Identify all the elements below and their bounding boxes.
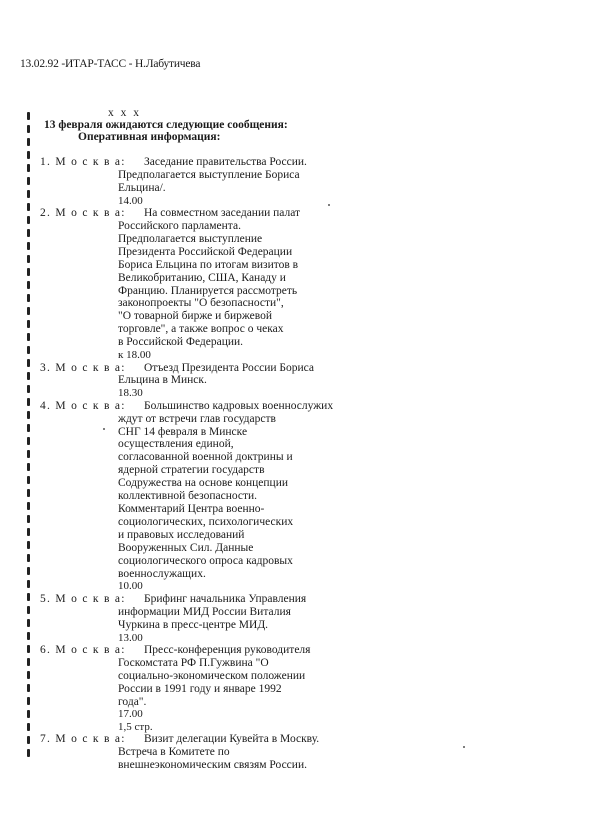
- entry-text-line: торговле", а также вопрос о чеках: [118, 323, 284, 336]
- margin-tick: [27, 710, 30, 718]
- entry-text-line: Предполагается выступление Бориса: [118, 168, 300, 181]
- entry-body: [118, 644, 378, 733]
- entry-text-line: Брифинг начальника Управления: [144, 592, 307, 605]
- entry-text-line: Францию. Планируется рассмотреть: [118, 284, 298, 297]
- entry-text-line: Отъезд Президента России Бориса: [144, 361, 314, 374]
- margin-tick: [27, 541, 30, 549]
- entry-text-line: На совместном заседании палат: [144, 207, 301, 220]
- margin-tick: [27, 463, 30, 471]
- list-item: [40, 593, 580, 644]
- margin-tick: [27, 749, 30, 757]
- entry-text-line: Президента Российской Федерации: [118, 245, 293, 258]
- entry-location-label: 5. М о с к в а:: [40, 592, 126, 605]
- margin-tick: [27, 632, 30, 640]
- entry-text-line: Большинство кадровых военнослужих: [144, 399, 334, 412]
- entry-time: 17.00: [118, 708, 143, 721]
- margin-tick: [27, 307, 30, 315]
- entry-text-line: согласованной военной доктрины и: [118, 451, 293, 464]
- entry-time: 10.00: [118, 580, 143, 593]
- margin-tick: [27, 502, 30, 510]
- margin-tick: [27, 424, 30, 432]
- entry-text-line: законопроекты "О безопасности",: [118, 297, 284, 310]
- entry-text-line: "О товарной бирже и биржевой: [118, 310, 273, 323]
- margin-tick: [27, 671, 30, 679]
- dateline: 13.02.92 -ИТАР-ТАСС - Н.Лабутичева: [20, 58, 201, 70]
- entry-body: [118, 362, 378, 400]
- entry-text-line: в Российской Федерации.: [118, 336, 244, 349]
- scan-speck: [103, 428, 105, 430]
- margin-tick: [27, 450, 30, 458]
- margin-tick: [27, 242, 30, 250]
- entry-text-line: Вооруженных Сил. Данные: [118, 541, 254, 554]
- margin-tick: [27, 476, 30, 484]
- margin-tick: [27, 229, 30, 237]
- entry-text-line: Госкомстата РФ П.Гужвина "О: [118, 656, 269, 669]
- entry-text-line: Визит делегации Кувейта в Москву.: [144, 733, 320, 746]
- margin-tick: [27, 489, 30, 497]
- entry-text-line: осуществления единой,: [118, 438, 234, 451]
- entry-text-line: внешнеэкономическим связям России.: [118, 759, 307, 772]
- entry-text-line: России в 1991 году и январе 1992: [118, 682, 282, 695]
- margin-tick: [27, 437, 30, 445]
- entry-text-line: Содружества на основе концепции: [118, 477, 289, 490]
- margin-tick: [27, 723, 30, 731]
- entry-text-line: и правовых исследований: [118, 528, 245, 541]
- entry-text-line: ждут от встречи глав государств: [118, 412, 276, 425]
- entry-location-label: 2. М о с к в а:: [40, 207, 126, 220]
- scan-speck: [463, 746, 465, 748]
- margin-tick: [27, 151, 30, 159]
- margin-tick: [27, 658, 30, 666]
- margin-tick: [27, 580, 30, 588]
- subheadline: Оперативная информация:: [78, 131, 221, 143]
- margin-tick: [27, 619, 30, 627]
- entry-time: 18.30: [118, 387, 143, 400]
- entry-time: 13.00: [118, 631, 143, 644]
- entry-text-line: Великобританию, США, Канаду и: [118, 271, 286, 284]
- entry-body: [118, 156, 378, 207]
- margin-tick: [27, 697, 30, 705]
- entry-text-line: социологического опроса кадровых: [118, 554, 293, 567]
- entry-location-label: 4. М о с к в а:: [40, 399, 126, 412]
- margin-tick: [27, 528, 30, 536]
- margin-tick: [27, 294, 30, 302]
- margin-tick: [27, 645, 30, 653]
- margin-tick: [27, 177, 30, 185]
- list-item: [40, 207, 580, 361]
- entry-location-label: 3. М о с к в а:: [40, 361, 126, 374]
- margin-tick: [27, 567, 30, 575]
- entry-body: [118, 593, 378, 644]
- left-margin-marks: [27, 112, 33, 752]
- margin-tick: [27, 164, 30, 172]
- margin-tick: [27, 112, 30, 120]
- margin-tick: [27, 138, 30, 146]
- margin-tick: [27, 320, 30, 328]
- entry-text-line: Чуркина в пресс-центре МИД.: [118, 618, 269, 631]
- margin-tick: [27, 281, 30, 289]
- list-item: [40, 362, 580, 400]
- margin-tick: [27, 268, 30, 276]
- margin-tick: [27, 333, 30, 341]
- entry-time: 14.00: [118, 194, 143, 207]
- margin-tick: [27, 359, 30, 367]
- entry-text-line: Пресс-конференция руководителя: [144, 643, 311, 656]
- entry-text-line: социологических, психологических: [118, 515, 294, 528]
- headline: 13 февраля ожидаются следующие сообщения:: [44, 119, 288, 131]
- entry-location-label: 7. М о с к в а:: [40, 733, 126, 746]
- margin-tick: [27, 385, 30, 393]
- entry-text-line: Ельцина в Минск.: [118, 374, 207, 387]
- margin-tick: [27, 372, 30, 380]
- margin-tick: [27, 684, 30, 692]
- separator: x x x: [108, 107, 141, 119]
- entry-text-line: социально-экономическом положении: [118, 669, 306, 682]
- entry-text-line: коллективной безопасности.: [118, 490, 258, 503]
- entry-text-line: Ельцина/.: [118, 181, 166, 194]
- entry-text-line: Российского парламента.: [118, 220, 241, 233]
- entry-extra-note: 1,5 стр.: [118, 720, 153, 733]
- list-item: [40, 156, 580, 207]
- entry-text-line: информации МИД России Виталия: [118, 605, 291, 618]
- margin-tick: [27, 398, 30, 406]
- entry-text-line: ядерной стратегии государств: [118, 464, 265, 477]
- entry-location-label: 6. М о с к в а:: [40, 643, 126, 656]
- entry-body: [118, 207, 378, 361]
- entry-body: [118, 733, 378, 772]
- entry-text-line: СНГ 14 февраля в Минске: [118, 425, 248, 438]
- list-item: [40, 400, 580, 593]
- margin-tick: [27, 125, 30, 133]
- list-item: [40, 733, 580, 772]
- margin-tick: [27, 554, 30, 562]
- scan-speck: [328, 204, 330, 206]
- entry-text-line: Заседание правительства России.: [144, 156, 307, 168]
- entry-text-line: Комментарий Центра военно-: [118, 502, 265, 515]
- list-item: [40, 644, 580, 733]
- margin-tick: [27, 411, 30, 419]
- margin-tick: [27, 346, 30, 354]
- entry-text-line: года".: [118, 695, 147, 708]
- margin-tick: [27, 255, 30, 263]
- entry-text-line: Бориса Ельцина по итогам визитов в: [118, 258, 299, 271]
- margin-tick: [27, 606, 30, 614]
- entry-time: к 18.00: [118, 349, 151, 362]
- margin-tick: [27, 736, 30, 744]
- entry-body: [118, 400, 378, 593]
- margin-tick: [27, 593, 30, 601]
- entry-text-line: Предполагается выступление: [118, 232, 263, 245]
- entry-text-line: Встреча в Комитете по: [118, 746, 230, 759]
- margin-tick: [27, 515, 30, 523]
- entry-text-line: военнослужащих.: [118, 567, 206, 580]
- entry-list: [40, 156, 580, 772]
- entry-location-label: 1. М о с к в а:: [40, 156, 126, 168]
- margin-tick: [27, 216, 30, 224]
- margin-tick: [27, 190, 30, 198]
- margin-tick: [27, 203, 30, 211]
